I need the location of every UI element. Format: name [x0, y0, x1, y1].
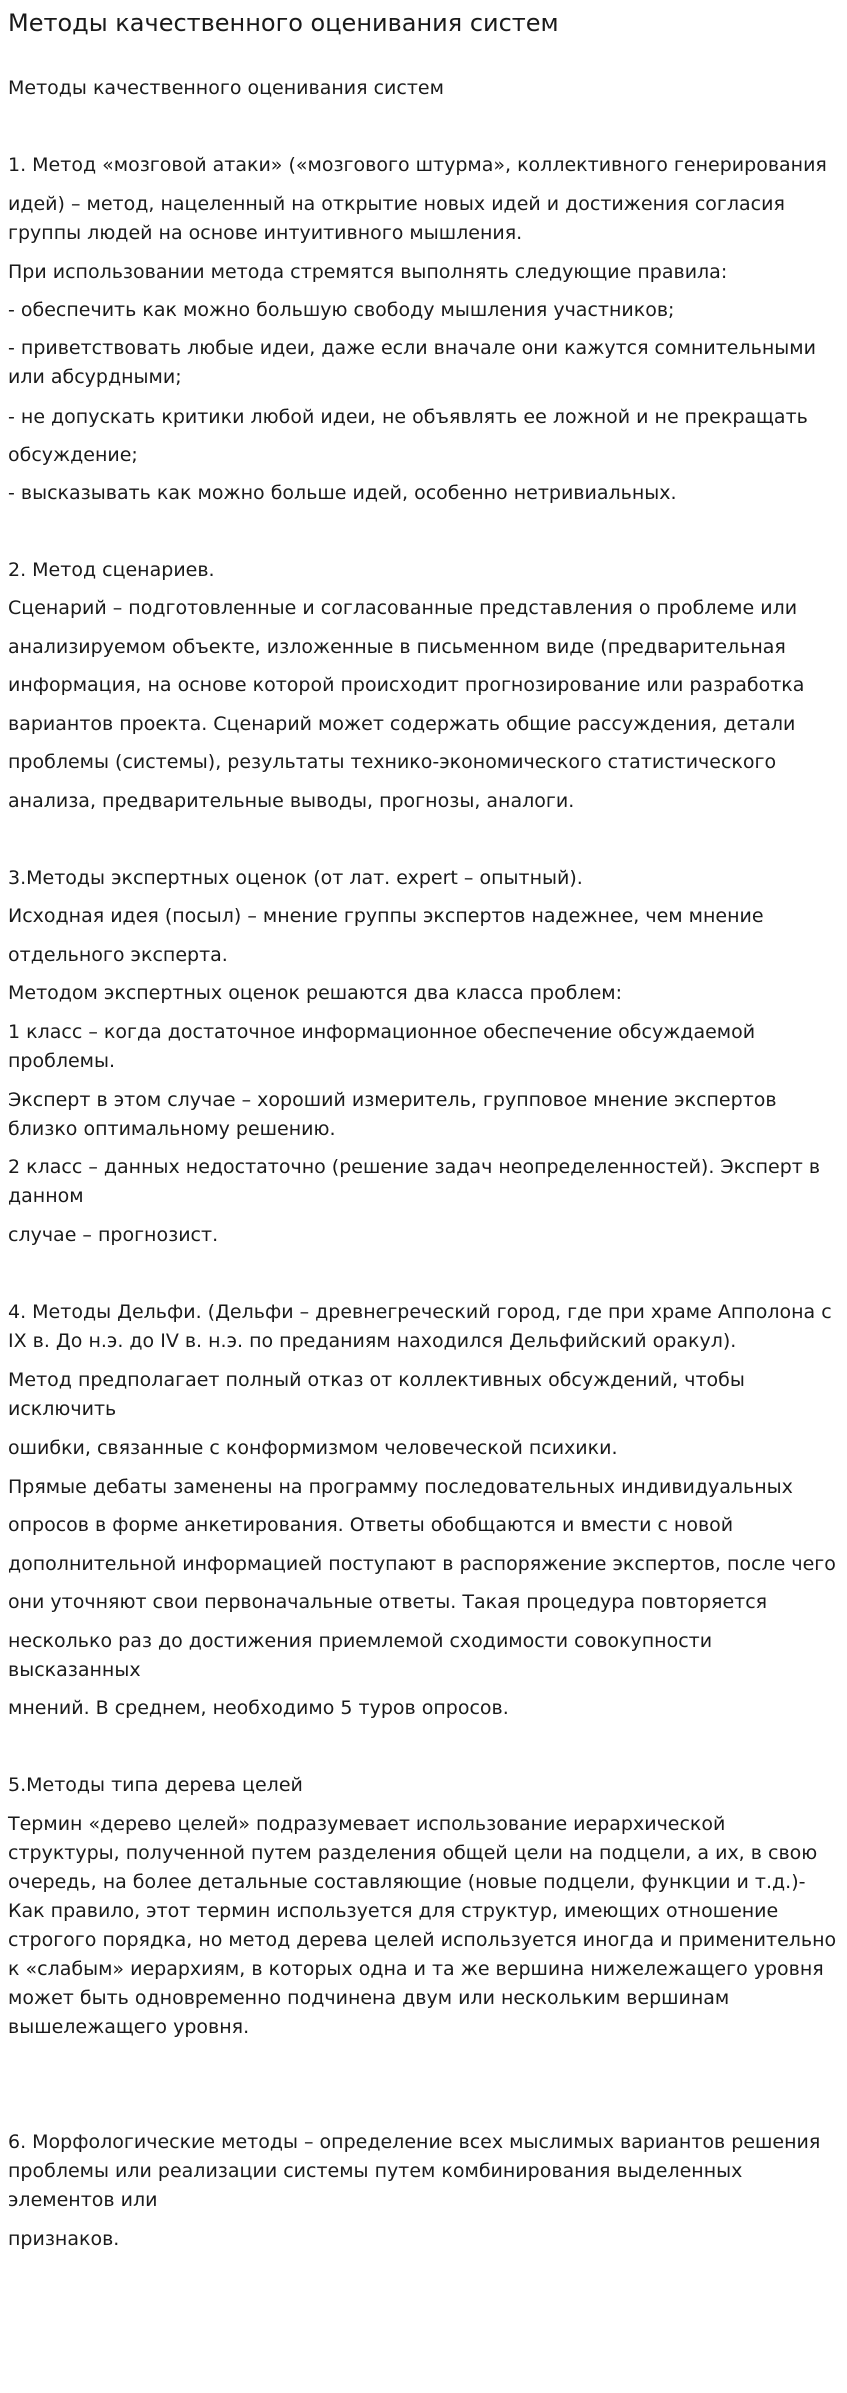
- page-title: Методы качественного оценивания систем: [8, 9, 559, 37]
- section-4-text: они уточняют свои первоначальные ответы. Такая процедура повторяется: [8, 1591, 768, 1613]
- rule-item: обсуждение;: [8, 444, 138, 466]
- section-4-text: мнений. В среднем, необходимо 5 туров опросов.: [8, 1697, 509, 1719]
- section-3-text: Эксперт в этом случае – хороший измеритель, групповое мнение экспертов: [8, 1089, 777, 1111]
- rule-item: - не допускать критики любой идеи, не объявлять ее ложной и не прекращать: [8, 406, 808, 428]
- section-1-text: При использовании метода стремятся выполнять следующие правила:: [8, 261, 728, 283]
- subtitle: Методы качественного оценивания систем: [8, 77, 444, 99]
- section-2-heading: 2. Метод сценариев.: [8, 559, 215, 581]
- section-5-text: очередь, на более детальные составляющие (новые подцели, функции и т.д.)-: [8, 1871, 806, 1893]
- section-6-text: проблемы или реализации системы путем комбинирования выделенных: [8, 2160, 743, 2182]
- section-4-text: несколько раз до достижения приемлемой сходимости совокупности: [8, 1630, 713, 1652]
- rule-item: - обеспечить как можно большую свободу мышления участников;: [8, 299, 675, 321]
- section-3-text: данном: [8, 1185, 84, 1207]
- section-4-text: опросов в форме анкетирования. Ответы обобщаются и вмести с новой: [8, 1514, 734, 1536]
- section-3-text: Методом экспертных оценок решаются два класса проблем:: [8, 982, 623, 1004]
- section-4-text: дополнительной информацией поступают в распоряжение экспертов, после чего: [8, 1553, 836, 1575]
- section-4-text: Прямые дебаты заменены на программу последовательных индивидуальных: [8, 1476, 793, 1498]
- section-2-text: анализа, предварительные выводы, прогнозы, аналоги.: [8, 790, 575, 812]
- section-2-text: анализируемом объекте, изложенные в письменном виде (предварительная: [8, 636, 786, 658]
- section-3-text: Исходная идея (посыл) – мнение группы экспертов надежнее, чем мнение: [8, 905, 764, 927]
- section-5-text: к «слабым» иерархиям, в которых одна и та же вершина нижележащего уровня: [8, 1958, 824, 1980]
- section-1-heading: 1. Метод «мозговой атаки» («мозгового штурма», коллективного генерирования: [8, 154, 827, 176]
- section-4-text: высказанных: [8, 1659, 141, 1681]
- section-3-heading: 3.Методы экспертных оценок (от лат. expert – опытный).: [8, 867, 583, 889]
- section-5-text: может быть одновременно подчинена двум или нескольким вершинам: [8, 1987, 730, 2009]
- section-5-heading: 5.Методы типа дерева целей: [8, 1774, 303, 1796]
- section-5-text: Термин «дерево целей» подразумевает использование иерархической: [8, 1813, 726, 1835]
- section-2-text: вариантов проекта. Сценарий может содержать общие рассуждения, детали: [8, 713, 796, 735]
- section-6-text: элементов или: [8, 2189, 158, 2211]
- section-4-text: IX в. До н.э. до IV в. н.э. по преданиям находился Дельфийский оракул).: [8, 1330, 737, 1352]
- section-5-text: строгого порядка, но метод дерева целей используется иногда и применительно: [8, 1929, 837, 1951]
- section-3-text: проблемы.: [8, 1050, 116, 1072]
- rule-item: - приветствовать любые идеи, даже если вначале они кажутся сомнительными: [8, 337, 816, 359]
- rule-item: - высказывать как можно больше идей, особенно нетривиальных.: [8, 482, 677, 504]
- section-6-heading: 6. Морфологические методы – определение всех мыслимых вариантов решения: [8, 2131, 821, 2153]
- section-4-text: Метод предполагает полный отказ от коллективных обсуждений, чтобы: [8, 1369, 745, 1391]
- section-5-text: Как правило, этот термин используется для структур, имеющих отношение: [8, 1900, 779, 1922]
- section-3-text: отдельного эксперта.: [8, 944, 228, 966]
- section-3-text: 1 класс – когда достаточное информационное обеспечение обсуждаемой: [8, 1021, 756, 1043]
- section-2-text: информация, на основе которой происходит прогнозирование или разработка: [8, 674, 805, 696]
- section-4-heading: 4. Методы Дельфи. (Дельфи – древнегреческий город, где при храме Апполона с: [8, 1301, 832, 1323]
- section-3-text: близко оптимальному решению.: [8, 1118, 336, 1140]
- section-3-text: случае – прогнозист.: [8, 1224, 219, 1246]
- section-5-text: структуры, полученной путем разделения общей цели на подцели, а их, в свою: [8, 1842, 818, 1864]
- section-4-text: исключить: [8, 1398, 117, 1420]
- section-5-text: вышележащего уровня.: [8, 2016, 250, 2038]
- section-3-text: 2 класс – данных недостаточно (решение задач неопределенностей). Эксперт в: [8, 1156, 821, 1178]
- section-2-text: Сценарий – подготовленные и согласованные представления о проблеме или: [8, 597, 798, 619]
- section-2-text: проблемы (системы), результаты технико-экономического статистического: [8, 751, 777, 773]
- section-6-text: признаков.: [8, 2228, 120, 2250]
- section-1-text: группы людей на основе интуитивного мышления.: [8, 222, 523, 244]
- rule-item: или абсурдными;: [8, 366, 182, 388]
- section-4-text: ошибки, связанные с конформизмом человеческой психики.: [8, 1437, 618, 1459]
- section-1-text: идей) – метод, нацеленный на открытие новых идей и достижения согласия: [8, 193, 785, 215]
